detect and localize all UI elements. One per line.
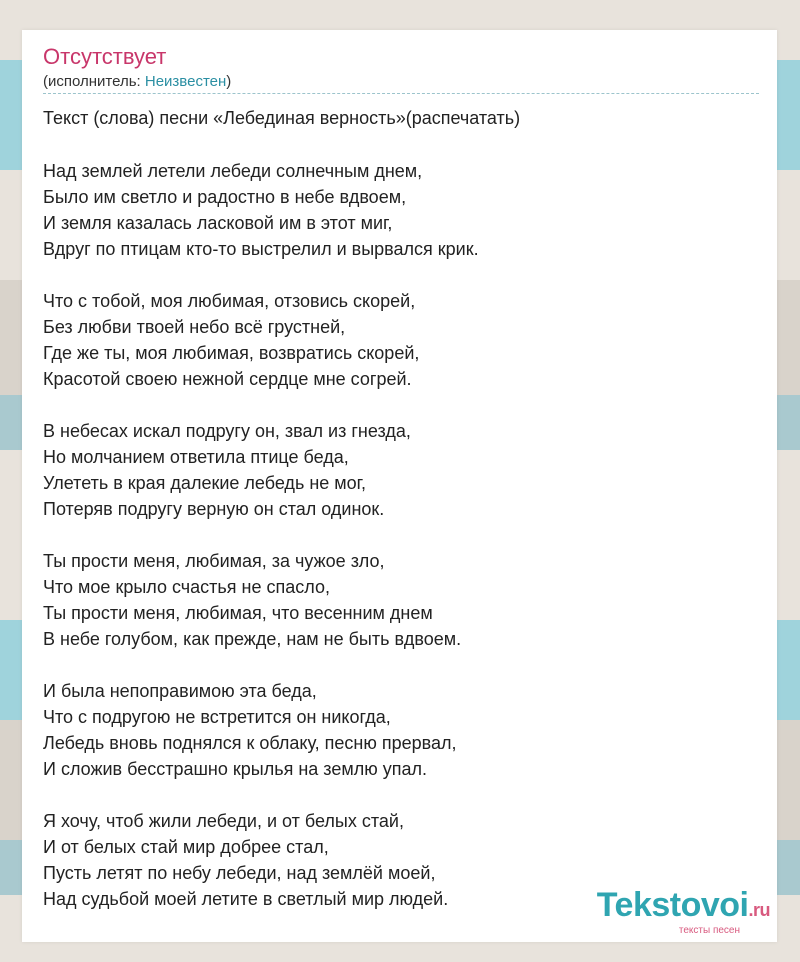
- lyric-line: Ты прости меня, любимая, что весенним днем: [43, 603, 433, 623]
- lyric-line: Ты прости меня, любимая, за чужое зло,: [43, 551, 385, 571]
- lyric-line: Что с подругою не встретится он никогда,: [43, 707, 391, 727]
- stanza: [43, 288, 743, 392]
- lyric-line: Красотой своею нежной сердце мне согрей.: [43, 369, 412, 389]
- logo-tagline: тексты песен: [678, 925, 740, 936]
- lyric-line: Без любви твоей небо всё грустней,: [43, 317, 346, 337]
- lyric-line: Было им светло и радостно в небе вдвоем,: [43, 187, 407, 207]
- lyric-line: В небесах искал подругу он, звал из гнезда,: [43, 421, 411, 441]
- lyric-line: Лебедь вновь поднялся к облаку, песню прервал,: [43, 733, 457, 753]
- lyric-line: В небе голубом, как прежде, нам не быть вдвоем.: [43, 629, 462, 649]
- lyric-line: Я хочу, чтоб жили лебеди, и от белых стай,: [43, 811, 404, 831]
- lyric-line: Над землей летели лебеди солнечным днем,: [43, 161, 423, 181]
- artist-suffix: ): [226, 73, 232, 90]
- lyric-line: Вдруг по птицам кто-то выстрелил и вырвался крик.: [43, 239, 479, 259]
- divider: [43, 93, 759, 94]
- lyrics-body: [43, 158, 743, 938]
- song-heading: Текст (слова) песни «Лебединая верность»(распечатать): [43, 108, 521, 128]
- lyric-line: Что с тобой, моя любимая, отзовись скорей,: [43, 291, 416, 311]
- artist-link[interactable]: Неизвестен: [144, 73, 227, 90]
- lyric-line: И от белых стай мир добрее стал,: [43, 837, 329, 857]
- lyric-line: Что мое крыло счастья не спасло,: [43, 577, 330, 597]
- lyrics-card: [22, 30, 777, 942]
- lyric-line: И земля казалась ласковой им в этот миг,: [43, 213, 393, 233]
- stanza: [43, 158, 743, 262]
- artist-prefix: (исполнитель:: [43, 73, 145, 90]
- stanza: [43, 678, 743, 782]
- site-logo[interactable]: [597, 888, 770, 936]
- logo-name: Tekstovoi: [596, 886, 749, 924]
- logo-tld: .ru: [748, 900, 770, 920]
- lyric-line: И была непоправимою эта беда,: [43, 681, 317, 701]
- artist-line: [43, 73, 231, 91]
- logo-wordmark: [597, 888, 770, 927]
- lyric-line: И сложив бесстрашно крылья на землю упал.: [43, 759, 427, 779]
- lyric-line: Пусть летят по небу лебеди, над землёй моей,: [43, 863, 436, 883]
- lyric-line: Где же ты, моя любимая, возвратись скорей,: [43, 343, 420, 363]
- lyric-line: Потеряв подругу верную он стал одинок.: [43, 499, 385, 519]
- lyric-line: Над судьбой моей летите в светлый мир людей.: [43, 889, 449, 909]
- stanza: [43, 418, 743, 522]
- stanza: [43, 548, 743, 652]
- lyric-line: Но молчанием ответила птице беда,: [43, 447, 349, 467]
- lyric-line: Улететь в края далекие лебедь не мог,: [43, 473, 367, 493]
- song-title: Отсутствует: [43, 44, 167, 69]
